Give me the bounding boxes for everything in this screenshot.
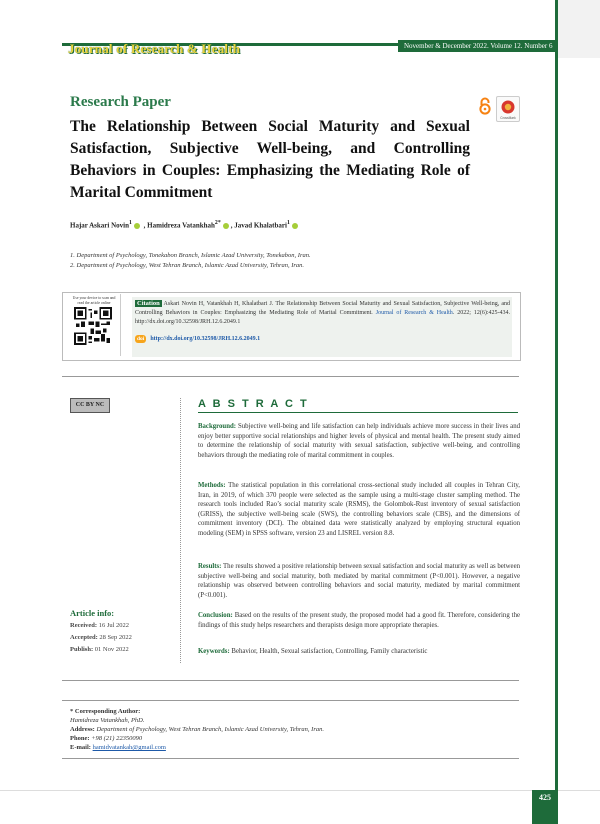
published-date: Publish: 01 Nov 2022 [70,646,129,653]
article-type: Research Paper [70,94,171,110]
column-divider [180,398,181,663]
author-affiliation-mark: 1 [286,220,290,226]
crossmark-icon [497,97,519,121]
citation-label: Citation [137,300,160,307]
divider [62,758,519,759]
abstract-underline [198,412,518,413]
footer-rule [0,790,600,791]
corresponding-address: Address: Department of Psychology, West Tehran Branch, Islamic Azad University, Tehran, Iran. [70,726,324,733]
corresponding-email: E-mail: hamidvatankah@gmail.com [70,744,166,751]
citation-text: Citation Askari Novin H, Vatankhah H, Khalatbari J. The Relationship Between Social Maturity and Sexual Satisfaction, Subjective Well-being, and Controlling Behaviors in Couples: Emphasizing the Mediating Role of Marital Commitment. Journal of Research & Health. 2022; 12(6):425-434. http://dx.doi.org/10.32598/JRH.12.6.2049.1 [135,300,510,325]
page-number: 425 [539,793,551,802]
accepted-date: Accepted: 28 Sep 2022 [70,634,132,641]
author-list [70,220,300,229]
author-separator: , [230,221,233,230]
email-link[interactable]: hamidvatankah@gmail.com [92,744,166,751]
journal-link[interactable]: Journal of Research & Health [375,310,453,316]
doi-link[interactable]: http://dx.doi.org/10.32598/JRH.12.6.2049.1 [150,336,261,342]
corresponding-heading: * Corresponding Author: [70,708,141,715]
affiliation: 2. Department of Psychology, West Tehran Branch, Islamic Azad University, Tehran, Iran. [70,262,305,269]
abstract-methods: Methods: The statistical population in this correlational cross-sectional study included all couples in Tehran City, Iran, in 2019, of which 370 people were selected as the sample using a multi-stage cluster sampling method. The research tools included Rao’s social maturity scale (RSMS), the Golombok-Rust inventory of sexual satisfaction (GRISS), the subjective well-being scale (SWS), the controlling behaviors scale (CBS), and the dimensions of commitment inventory (DCI). The obtained data were statistically analyzed by employing structural equation modeling (SEM) in SPSS software, version 23 and LISREL version 8.8. [198,482,520,537]
open-access-icon[interactable] [478,97,492,115]
crossmark-badge[interactable] [496,96,520,122]
article-info-heading: Article info: [70,608,115,618]
author-separator: , [143,221,146,230]
author-name: Hajar Askari Novin [70,221,129,230]
doi-row [135,335,260,343]
qr-code-icon[interactable] [74,307,112,345]
abstract-heading: A B S T R A C T [198,398,309,410]
author-name: Javad Khalatbari [234,221,287,230]
orcid-icon[interactable] [134,223,140,229]
author-affiliation-mark: 1 [129,220,132,226]
journal-name: Journal of Research & Health [68,41,241,56]
qr-caption: Use your device to scan and read the article online [72,296,116,305]
author-name: Hamidreza Vatankhah [147,221,215,230]
orcid-icon[interactable] [292,223,298,229]
divider [62,680,519,681]
abstract-background: Background: Subjective well-being and life satisfaction can help individuals achieve more success in their lives and enjoy better supportive social relationships and higher levels of physical and mental health. The present study aimed to determine the relationship of social maturity with sexual satisfaction, subjective well-being, and controlling behaviors through the mediating role of marital commitment in couples. [198,423,520,459]
corresponding-name: Hamidreza Vatankhah, PhD. [70,717,145,724]
corresponding-phone: Phone: +98 (21) 22350090 [70,735,143,742]
received-date: Received: 16 Jul 2022 [70,622,130,629]
side-rule [555,0,558,790]
abstract-keywords: Keywords: Behavior, Health, Sexual satisfaction, Controlling, Family characteristic [198,648,428,655]
header-corner [556,0,600,58]
affiliation: 1. Department of Psychology, Tonekabon Branch, Islamic Azad University, Tonekabon, Iran. [70,252,311,259]
abstract-conclusion: Conclusion: Based on the results of the present study, the proposed model had a good fit. Therefore, considering the findings of this study helps researchers and therapists design more appropriate therapies. [198,612,520,629]
issue-info: November & December 2022. Volume 12. Number 6 [404,42,553,50]
orcid-icon[interactable] [223,223,229,229]
cc-license-icon[interactable]: CC BY NC [70,398,110,413]
crossmark-label: CrossMark [500,116,516,120]
article-title: The Relationship Between Social Maturity and Sexual Satisfaction, Subjective Well-being, and Controlling Behaviors in Couples: Emphasizing the Mediating Role of Marital Commitment [70,118,470,201]
abstract-results: Results: The results showed a positive relationship between sexual satisfaction and social maturity as well as between subjective well-being and social maturity, both mediated by marital commitment (P<0.001). However, a negative relationship was observed between controlling behaviors and social maturity, mediated by marital commitment (P<0.001). [198,563,520,599]
divider [62,700,519,701]
doi-icon: doi [137,336,145,342]
author-affiliation-mark: 2* [214,220,221,226]
divider [62,376,519,377]
